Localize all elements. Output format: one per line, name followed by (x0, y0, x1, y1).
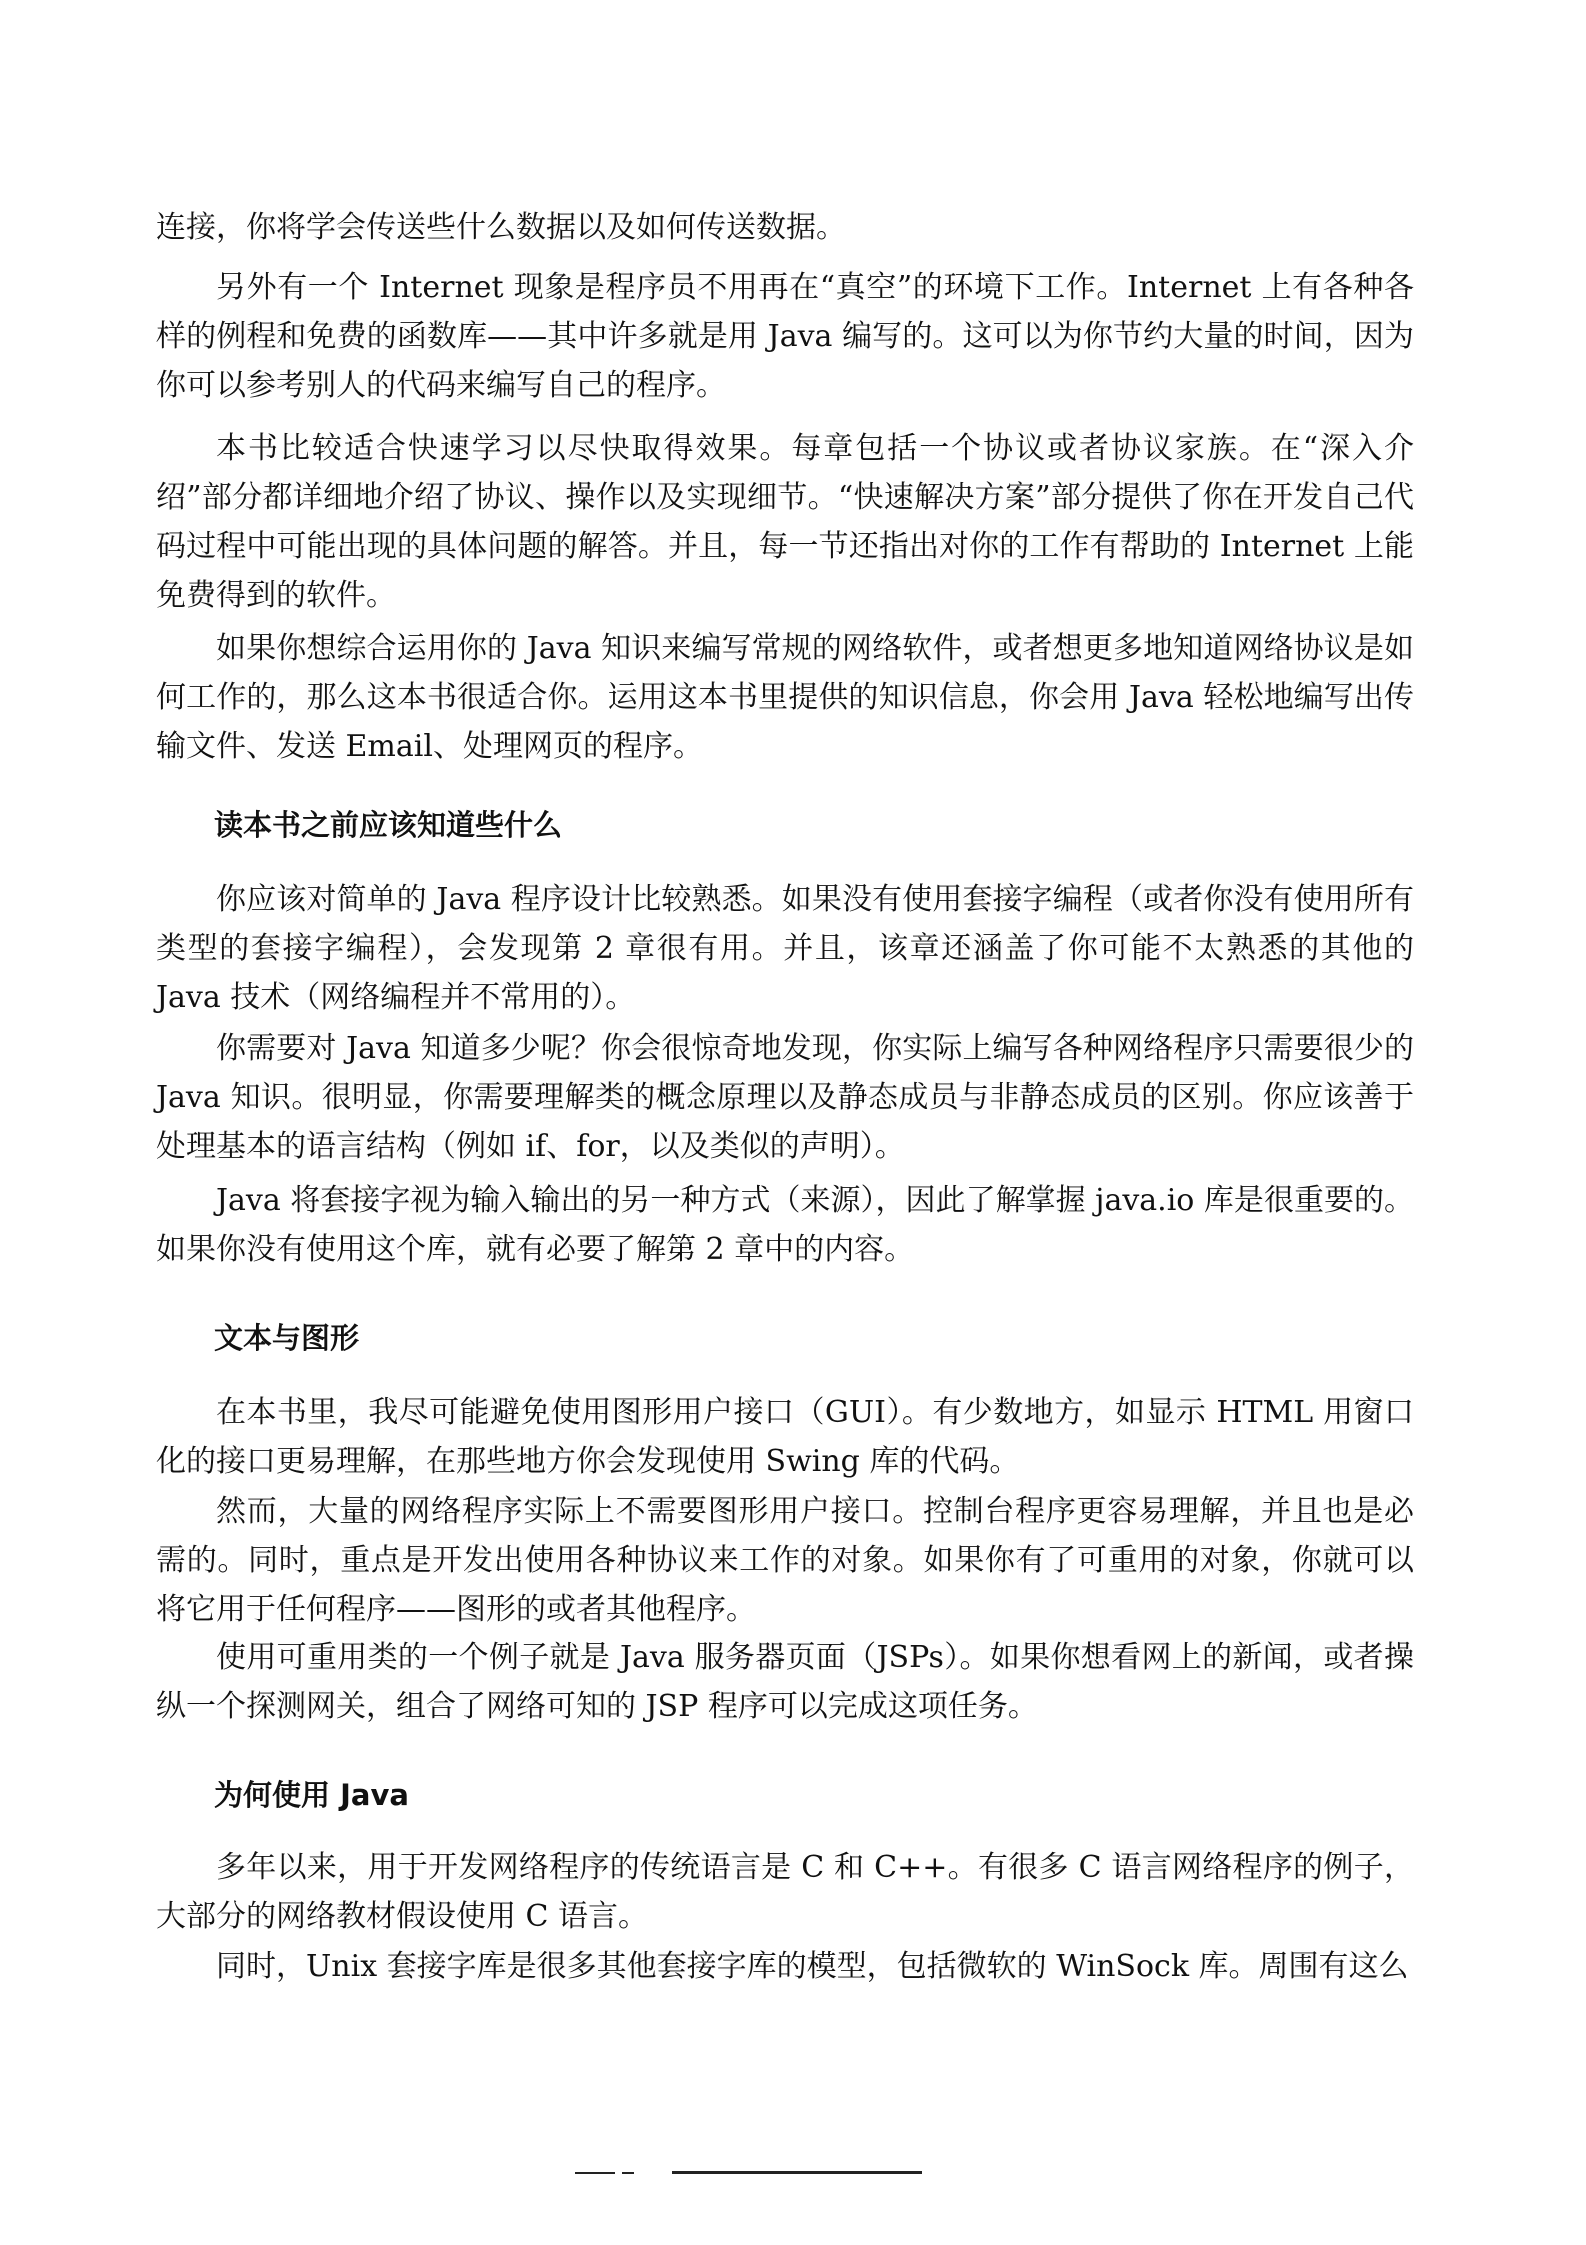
scan-artifact (575, 2172, 615, 2174)
paragraph: 连接，你将学会传送些什么数据以及如何传送数据。 (156, 210, 846, 245)
paragraph: Java 将套接字视为输入输出的另一种方式（来源），因此了解掌握 java.io 库是很重要的。如果你没有使用这个库，就有必要了解第 2 章中的内容。 (156, 1183, 1414, 1267)
section-heading: 文本与图形 (214, 1321, 360, 1355)
paragraph: 然而，大量的网络程序实际上不需要图形用户接口。控制台程序更容易理解，并且也是必需的。同时，重点是开发出使用各种协议来工作的对象。如果你有了可重用的对象，你就可以将它用于任何程序——图形的或者其他程序。 (156, 1494, 1414, 1627)
section-heading: 为何使用 Java (214, 1778, 409, 1812)
paragraph: 如果你想综合运用你的 Java 知识来编写常规的网络软件，或者想更多地知道网络协议是如何工作的，那么这本书很适合你。运用这本书里提供的知识信息，你会用 Java 轻松地编写出传输文件、发送 Email、处理网页的程序。 (156, 631, 1414, 764)
scan-artifact (672, 2171, 922, 2174)
scan-artifact (622, 2172, 634, 2174)
paragraph: 本书比较适合快速学习以尽快取得效果。每章包括一个协议或者协议家族。在“深入介绍”部分都详细地介绍了协议、操作以及实现细节。“快速解决方案”部分提供了你在开发自己代码过程中可能出现的具体问题的解答。并且，每一节还指出对你的工作有帮助的 Internet 上能免费得到的软件。 (156, 431, 1414, 613)
section-heading: 读本书之前应该知道些什么 (214, 808, 563, 842)
paragraph: 多年以来，用于开发网络程序的传统语言是 C 和 C++。有很多 C 语言网络程序的例子，大部分的网络教材假设使用 C 语言。 (156, 1850, 1414, 1934)
paragraph: 使用可重用类的一个例子就是 Java 服务器页面（JSPs）。如果你想看网上的新闻，或者操纵一个探测网关，组合了网络可知的 JSP 程序可以完成这项任务。 (156, 1640, 1414, 1724)
paragraph: 你需要对 Java 知道多少呢？你会很惊奇地发现，你实际上编写各种网络程序只需要很少的 Java 知识。很明显，你需要理解类的概念原理以及静态成员与非静态成员的区别。你应该善于处理基本的语言结构（例如 if、for，以及类似的声明）。 (156, 1031, 1414, 1164)
paragraph: 在本书里，我尽可能避免使用图形用户接口（GUI）。有少数地方，如显示 HTML 用窗口化的接口更易理解，在那些地方你会发现使用 Swing 库的代码。 (156, 1395, 1414, 1479)
paragraph: 你应该对简单的 Java 程序设计比较熟悉。如果没有使用套接字编程（或者你没有使用所有类型的套接字编程），会发现第 2 章很有用。并且，该章还涵盖了你可能不太熟悉的其他的 Java 技术（网络编程并不常用的）。 (156, 882, 1414, 1015)
paragraph: 同时，Unix 套接字库是很多其他套接字库的模型，包括微软的 WinSock 库。周围有这么 (216, 1949, 1409, 1984)
paragraph: 另外有一个 Internet 现象是程序员不用再在“真空”的环境下工作。Internet 上有各种各样的例程和免费的函数库——其中许多就是用 Java 编写的。这可以为你节约大量的时间，因为你可以参考别人的代码来编写自己的程序。 (156, 270, 1414, 403)
